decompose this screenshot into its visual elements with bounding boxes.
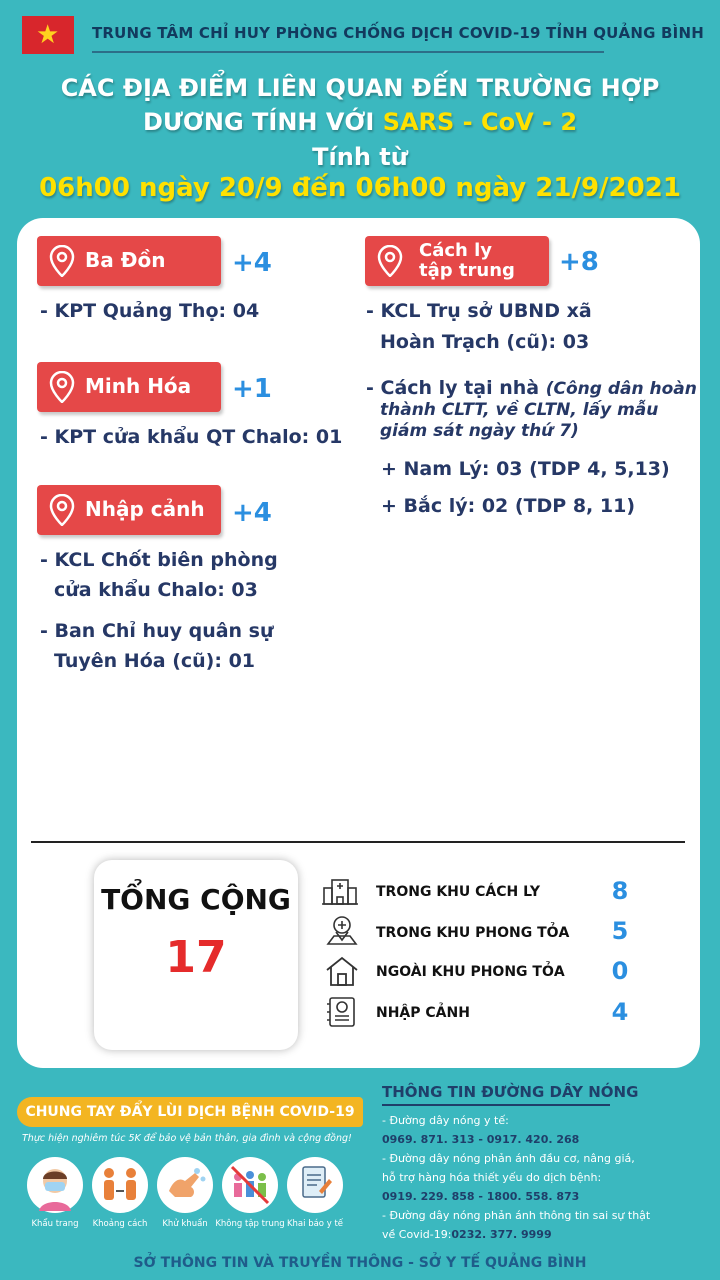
star-icon: ★ xyxy=(36,20,60,50)
tag-label-line-1: Cách ly xyxy=(419,240,493,261)
tag-label xyxy=(419,241,515,281)
map-pin-icon xyxy=(377,245,403,277)
hotline-line-5-label: về Covid-19: xyxy=(382,1228,452,1241)
hotline-divider xyxy=(382,1104,610,1106)
title-line-2 xyxy=(0,108,720,136)
k5-label-declaration: Khai báo y tế xyxy=(286,1219,344,1229)
virus-name: SARS - CoV - 2 xyxy=(382,108,578,136)
nhap-canh-item-1-line-1: - KCL Chốt biên phòng xyxy=(40,549,278,571)
home-quarantine-note-3: giám sát ngày thứ 7) xyxy=(380,421,579,441)
distance-icon xyxy=(92,1157,148,1213)
tag-label: Minh Hóa xyxy=(85,374,192,398)
tag-nhap-canh xyxy=(37,485,221,535)
campaign-subtitle: Thực hiện nghiêm túc 5K để bảo vệ bản thân, gia đình và cộng đồng! xyxy=(22,1133,352,1144)
hand-wash-icon xyxy=(157,1157,213,1213)
k5-label-disinfect: Khử khuẩn xyxy=(162,1219,208,1229)
nhap-canh-item-1-line-2: cửa khẩu Chalo: 03 xyxy=(54,579,258,601)
hotline-title: THÔNG TIN ĐƯỜNG DÂY NÓNG xyxy=(382,1083,639,1101)
cach-ly-sub-2: + Bắc lý: 02 (TDP 8, 11) xyxy=(381,495,636,517)
passport-icon xyxy=(324,996,360,1028)
stat-label-entry: NHẬP CẢNH xyxy=(376,1005,470,1021)
stat-value-quarantine: 8 xyxy=(611,877,629,905)
map-pin-icon xyxy=(49,371,75,403)
hotline-number-1: 0969. 871. 313 - 0917. 420. 268 xyxy=(382,1133,580,1146)
hotline-line-4: - Đường dây nóng phản ánh thông tin sai sự thật xyxy=(382,1209,651,1222)
title-line-1: CÁC ĐỊA ĐIỂM LIÊN QUAN ĐẾN TRƯỜNG HỢP xyxy=(60,74,660,102)
home-quarantine-note-1: (Công dân hoàn xyxy=(545,379,697,399)
stat-label-quarantine: TRONG KHU CÁCH LY xyxy=(376,884,540,900)
minh-hoa-count: +1 xyxy=(232,374,272,404)
nhap-canh-count: +4 xyxy=(232,498,272,528)
campaign-banner: CHUNG TAY ĐẨY LÙI DỊCH BỆNH COVID-19 xyxy=(17,1097,363,1127)
stat-value-entry: 4 xyxy=(611,998,629,1026)
hotline-line-2: - Đường dây nóng phản ánh đầu cơ, nâng giá, xyxy=(382,1152,635,1165)
time-range: 06h00 ngày 20/9 đến 06h00 ngày 21/9/2021 xyxy=(39,173,681,203)
total-value: 17 xyxy=(165,932,227,983)
total-label: TỔNG CỘNG xyxy=(101,883,291,916)
k5-label-mask: Khẩu trang xyxy=(31,1219,79,1229)
stat-label-outside: NGOÀI KHU PHONG TỎA xyxy=(376,964,565,980)
cach-ly-count: +8 xyxy=(559,247,599,277)
hospital-icon xyxy=(322,874,358,906)
tag-label: Nhập cảnh xyxy=(85,497,205,521)
hotline-number-2: 0919. 229. 858 - 1800. 558. 873 xyxy=(382,1190,580,1203)
title-line-3: Tính từ xyxy=(312,143,408,171)
health-declaration-icon xyxy=(287,1157,343,1213)
header-divider xyxy=(92,51,604,53)
section-divider xyxy=(31,841,685,843)
nhap-canh-item-2-line-2: Tuyên Hóa (cũ): 01 xyxy=(54,650,256,672)
cach-ly-item-1-line-2: Hoàn Trạch (cũ): 03 xyxy=(380,331,590,353)
nhap-canh-item-2-line-1: - Ban Chỉ huy quân sự xyxy=(40,620,274,642)
tag-minh-hoa xyxy=(37,362,221,412)
stat-label-lockdown: TRONG KHU PHONG TỎA xyxy=(376,925,570,941)
tag-label-line-2: tập trung xyxy=(419,260,515,281)
location-icon xyxy=(324,914,360,946)
hotline-line-1: - Đường dây nóng y tế: xyxy=(382,1114,509,1127)
tag-label: Ba Đồn xyxy=(85,248,166,272)
cach-ly-item-1-line-1: - KCL Trụ sở UBND xã xyxy=(366,300,592,322)
tag-ba-don xyxy=(37,236,221,286)
stat-value-outside: 0 xyxy=(611,957,629,985)
k5-label-distance: Khoảng cách xyxy=(92,1219,148,1229)
tag-cach-ly-tap-trung xyxy=(365,236,549,286)
organization-name: TRUNG TÂM CHỈ HUY PHÒNG CHỐNG DỊCH COVID-19 TỈNH QUẢNG BÌNH xyxy=(92,24,704,42)
mask-icon xyxy=(27,1157,83,1213)
vietnam-flag-icon xyxy=(22,16,74,54)
title-line-2-prefix: DƯƠNG TÍNH VỚI xyxy=(142,108,383,136)
total-box xyxy=(94,860,298,1050)
minh-hoa-item: - KPT cửa khẩu QT Chalo: 01 xyxy=(40,426,343,448)
ba-don-item: - KPT Quảng Thọ: 04 xyxy=(40,300,260,322)
hotline-line-3: hỗ trợ hàng hóa thiết yếu do dịch bệnh: xyxy=(382,1171,602,1184)
k5-label-no-gathering: Không tập trung xyxy=(215,1219,285,1229)
no-gathering-icon xyxy=(222,1157,278,1213)
cach-ly-sub-1: + Nam Lý: 03 (TDP 4, 5,13) xyxy=(381,458,670,480)
footer: SỞ THÔNG TIN VÀ TRUYỀN THÔNG - SỞ Y TẾ QUẢNG BÌNH xyxy=(133,1255,587,1271)
hotline-line-5 xyxy=(382,1228,552,1241)
home-quarantine-note-2: thành CLTT, về CLTN, lấy mẫu xyxy=(380,400,659,420)
stat-value-lockdown: 5 xyxy=(611,917,629,945)
hotline-number-3: 0232. 377. 9999 xyxy=(451,1228,552,1241)
map-pin-icon xyxy=(49,494,75,526)
house-icon xyxy=(324,955,360,987)
home-quarantine-label: - Cách ly tại nhà xyxy=(366,377,546,399)
ba-don-count: +4 xyxy=(232,248,272,278)
map-pin-icon xyxy=(49,245,75,277)
